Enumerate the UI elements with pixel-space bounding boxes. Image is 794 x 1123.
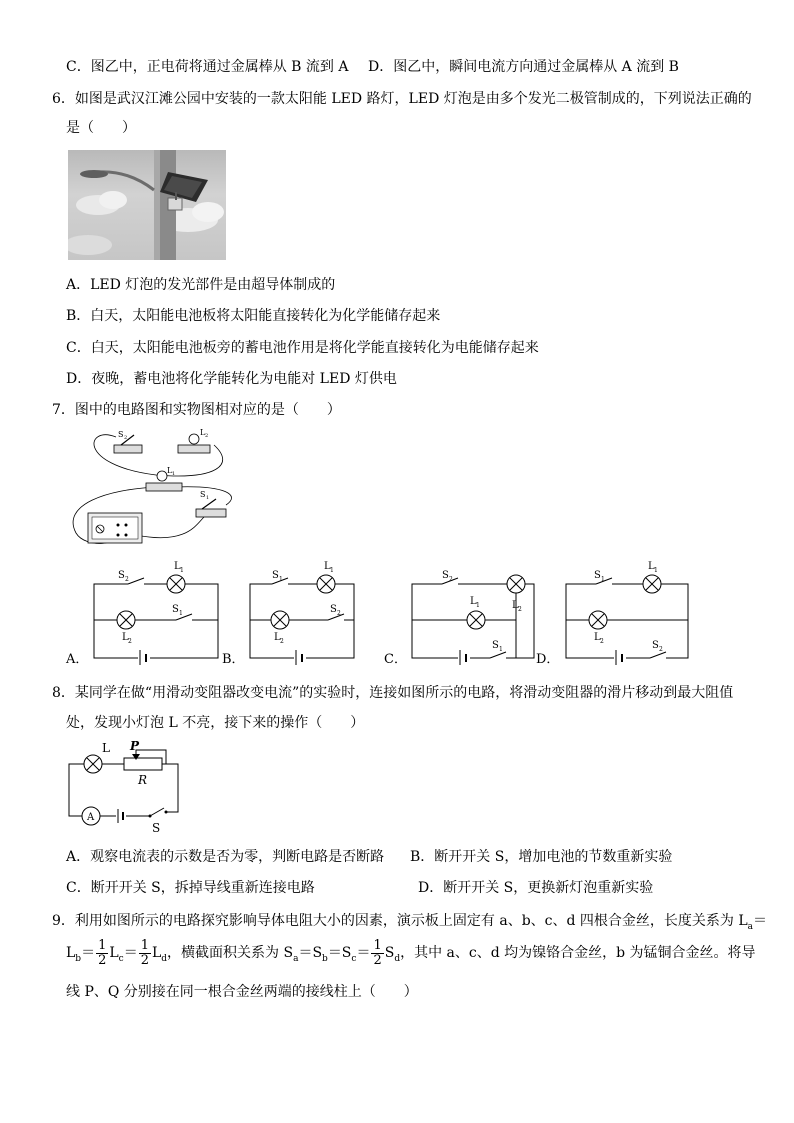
- svg-text:2: 2: [337, 610, 341, 617]
- svg-text:2: 2: [449, 576, 453, 583]
- svg-text:2: 2: [659, 646, 663, 653]
- q7-option-a-label: A．: [66, 652, 89, 667]
- q8-stem-line2: 处，发现小灯泡 L 不亮，接下来的操作（ ）: [66, 715, 365, 731]
- q7-option-b-label: B．: [222, 652, 245, 667]
- svg-text:S: S: [272, 570, 279, 581]
- q5-option-c: C．图乙中，正电荷将通过金属棒从 B 流到 A: [66, 59, 349, 75]
- q7-option-d-label: D．: [536, 652, 560, 667]
- q6-option-a: A．LED 灯泡的发光部件是由超导体制成的: [66, 277, 336, 293]
- q8-option-a: A．观察电流表的示数是否为零，判断电路是否断路: [66, 849, 385, 865]
- q7-physical-circuit: [66, 425, 246, 555]
- svg-text:S: S: [118, 570, 125, 581]
- q6-option-d: D．夜晚，蓄电池将化学能转化为电能对 LED 灯供电: [66, 371, 397, 387]
- svg-text:2: 2: [124, 435, 128, 441]
- q8-option-d: D．断开开关 S，更换新灯泡重新实验: [418, 880, 654, 896]
- svg-text:1: 1: [180, 567, 184, 574]
- q8-lamp-label: L: [102, 741, 110, 755]
- svg-text:1: 1: [476, 602, 480, 609]
- svg-text:1: 1: [206, 495, 210, 501]
- svg-text:S: S: [492, 640, 499, 651]
- q8-option-c: C．断开开关 S，拆掉导线重新连接电路: [66, 880, 315, 896]
- q6-stem-line1: 6．如图是武汉江滩公园中安装的一款太阳能 LED 路灯，LED 灯泡是由多个发光二极管制成的，下列说法正确的: [52, 91, 752, 107]
- svg-text:1: 1: [654, 567, 658, 574]
- q8-stem-line1: 8．某同学在做“用滑动变阻器改变电流”的实验时，连接如图所示的电路，将滑动变阻器的滑片移动到最大阻值: [52, 685, 734, 701]
- q9-stem-line2: $L_b=$ $\frac{1}{2}$ $L_c=$ $\frac{1}{2}$ $L_d$，横截面积关系为 $S_a=S_b=S_c=$ $\frac{1}{2}$ $S_d$，其中 a、c、d 均为镍铬合金丝，b 为锰铜合金丝。将导: [66, 937, 756, 968]
- q9-stem-line1: 9．利用如图所示的电路探究影响导体电阻大小的因素，演示板上固定有 a、b、c、d 四根合金丝，长度关系为 $L_a=$: [52, 913, 768, 932]
- q6-option-b: B．白天，太阳能电池板将太阳能直接转化为化学能储存起来: [66, 308, 441, 324]
- q7-stem: 7．图中的电路图和实物图相对应的是（ ）: [52, 402, 341, 418]
- svg-text:L: L: [167, 466, 173, 475]
- q6-option-c: C．白天，太阳能电池板旁的蓄电池作用是将化学能直接转化为电能储存起来: [66, 340, 539, 356]
- q8-resistor-label: R: [138, 773, 148, 787]
- svg-text:L: L: [594, 632, 601, 643]
- q6-stem-line2: 是（ ）: [66, 120, 136, 136]
- q8-switch-label: S: [152, 821, 161, 835]
- svg-text:L: L: [122, 632, 129, 643]
- svg-text:1: 1: [172, 471, 176, 477]
- solar-street-light-photo: [68, 150, 226, 260]
- q8-option-b: B．断开开关 S，增加电池的节数重新实验: [410, 849, 673, 865]
- svg-text:L: L: [200, 428, 206, 437]
- svg-text:2: 2: [205, 433, 209, 439]
- svg-text:S: S: [118, 430, 124, 439]
- svg-text:S: S: [594, 570, 601, 581]
- svg-text:L: L: [470, 596, 477, 607]
- svg-text:S: S: [200, 490, 206, 499]
- svg-text:L: L: [512, 600, 519, 611]
- svg-text:S: S: [330, 604, 337, 615]
- q9-stem-line3: 线 P、Q 分别接在同一根合金丝两端的接线柱上（ ）: [66, 984, 418, 1000]
- q8-circuit-diagram: [66, 740, 196, 835]
- svg-text:S: S: [652, 640, 659, 651]
- svg-text:2: 2: [600, 638, 604, 645]
- svg-text:2: 2: [280, 638, 284, 645]
- svg-text:1: 1: [279, 576, 283, 583]
- svg-text:S: S: [442, 570, 449, 581]
- q8-ammeter-label: A: [87, 812, 95, 823]
- q7-option-c-label: C．: [384, 652, 407, 667]
- svg-text:L: L: [648, 561, 655, 572]
- svg-text:1: 1: [601, 576, 605, 583]
- svg-text:2: 2: [518, 606, 522, 613]
- svg-text:L: L: [324, 561, 331, 572]
- q5-option-d: D．图乙中，瞬间电流方向通过金属棒从 A 流到 B: [368, 59, 679, 75]
- svg-text:L: L: [274, 632, 281, 643]
- svg-text:2: 2: [125, 576, 129, 583]
- svg-text:2: 2: [128, 638, 132, 645]
- svg-text:L: L: [174, 561, 181, 572]
- svg-text:1: 1: [499, 646, 503, 653]
- svg-text:1: 1: [179, 610, 183, 617]
- svg-text:S: S: [172, 604, 179, 615]
- q8-slider-label: P: [130, 740, 140, 753]
- svg-text:1: 1: [330, 567, 334, 574]
